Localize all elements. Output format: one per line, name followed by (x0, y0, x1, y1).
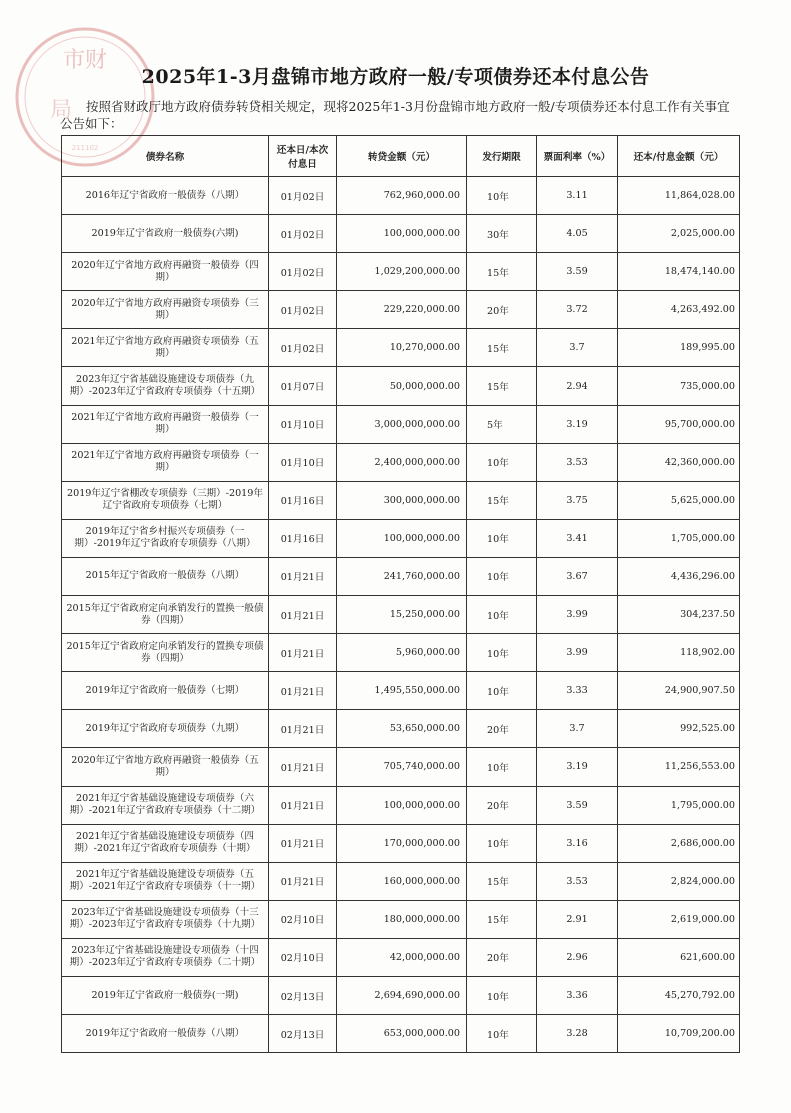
term-cell: 15年 (467, 367, 537, 405)
amount-cell: 3,000,000,000.00 (337, 405, 467, 443)
date-cell: 01月21日 (269, 862, 337, 900)
amount-cell: 180,000,000.00 (337, 900, 467, 938)
bond-name-cell: 2015年辽宁省政府定向承销发行的置换专项债券（四期） (62, 634, 269, 672)
table-row (62, 938, 740, 976)
date-cell: 01月02日 (269, 253, 337, 291)
payment-cell: 2,619,000.00 (618, 900, 740, 938)
svg-text:211102: 211102 (71, 144, 99, 152)
term-cell: 10年 (467, 519, 537, 557)
payment-cell: 1,705,000.00 (618, 519, 740, 557)
table-row (62, 177, 740, 215)
table-row (62, 291, 740, 329)
bond-name-cell: 2020年辽宁省地方政府再融资一般债券（四期） (62, 253, 269, 291)
intro-paragraph: 按照省财政厅地方政府债券转贷相关规定，现将2025年1-3月份盘锦市地方政府一般/专项债券还本付息工作有关事宜公告如下： (60, 99, 730, 131)
bond-name-cell: 2019年辽宁省政府一般债券（七期） (62, 672, 269, 710)
term-cell: 20年 (467, 291, 537, 329)
payment-cell: 45,270,792.00 (618, 976, 740, 1014)
amount-cell: 229,220,000.00 (337, 291, 467, 329)
date-cell: 01月16日 (269, 481, 337, 519)
table-row (62, 215, 740, 253)
table-row (62, 786, 740, 824)
term-cell: 10年 (467, 634, 537, 672)
table-row (62, 748, 740, 786)
amount-cell: 5,960,000.00 (337, 634, 467, 672)
date-cell: 01月21日 (269, 596, 337, 634)
header-payment: 还本/付息金额（元） (618, 136, 740, 177)
rate-cell: 3.16 (537, 824, 618, 862)
header-amount: 转贷金额（元） (337, 136, 467, 177)
amount-cell: 10,270,000.00 (337, 329, 467, 367)
table-row (62, 481, 740, 519)
rate-cell: 3.36 (537, 976, 618, 1014)
amount-cell: 100,000,000.00 (337, 519, 467, 557)
rate-cell: 3.99 (537, 634, 618, 672)
table-row (62, 253, 740, 291)
table-row (62, 329, 740, 367)
term-cell: 15年 (467, 329, 537, 367)
bond-name-cell: 2021年辽宁省地方政府再融资专项债券（五期） (62, 329, 269, 367)
amount-cell: 1,495,550,000.00 (337, 672, 467, 710)
payment-cell: 95,700,000.00 (618, 405, 740, 443)
amount-cell: 2,400,000,000.00 (337, 443, 467, 481)
bond-name-cell: 2023年辽宁省基础设施建设专项债券（九期）-2023年辽宁省政府专项债券（十五期） (62, 367, 269, 405)
bond-name-cell: 2020年辽宁省地方政府再融资一般债券（五期） (62, 748, 269, 786)
rate-cell: 3.59 (537, 253, 618, 291)
rate-cell: 3.11 (537, 177, 618, 215)
date-cell: 01月02日 (269, 291, 337, 329)
payment-cell: 10,709,200.00 (618, 1015, 740, 1053)
rate-cell: 3.59 (537, 786, 618, 824)
date-cell: 02月10日 (269, 938, 337, 976)
page-title: 2025年1-3月盘锦市地方政府一般/专项债券还本付息公告 (141, 66, 650, 88)
table-row (62, 900, 740, 938)
bond-name-cell: 2021年辽宁省基础设施建设专项债券（四期）-2021年辽宁省政府专项债券（十期） (62, 824, 269, 862)
term-cell: 10年 (467, 1015, 537, 1053)
rate-cell: 3.7 (537, 329, 618, 367)
amount-cell: 762,960,000.00 (337, 177, 467, 215)
payment-cell: 118,902.00 (618, 634, 740, 672)
table-row (62, 367, 740, 405)
bond-name-cell: 2020年辽宁省地方政府再融资专项债券（三期） (62, 291, 269, 329)
term-cell: 10年 (467, 443, 537, 481)
term-cell: 10年 (467, 177, 537, 215)
payment-cell: 189,995.00 (618, 329, 740, 367)
rate-cell: 3.53 (537, 862, 618, 900)
term-cell: 30年 (467, 215, 537, 253)
table-row (62, 672, 740, 710)
table-row (62, 976, 740, 1014)
term-cell: 10年 (467, 976, 537, 1014)
bond-name-cell: 2023年辽宁省基础设施建设专项债券（十三期）-2023年辽宁省政府专项债券（十九期） (62, 900, 269, 938)
amount-cell: 2,694,690,000.00 (337, 976, 467, 1014)
rate-cell: 3.41 (537, 519, 618, 557)
amount-cell: 653,000,000.00 (337, 1015, 467, 1053)
rate-cell: 3.19 (537, 405, 618, 443)
payment-cell: 735,000.00 (618, 367, 740, 405)
amount-cell: 1,029,200,000.00 (337, 253, 467, 291)
table-row (62, 405, 740, 443)
date-cell: 01月21日 (269, 824, 337, 862)
amount-cell: 300,000,000.00 (337, 481, 467, 519)
date-cell: 01月21日 (269, 557, 337, 595)
payment-cell: 2,686,000.00 (618, 824, 740, 862)
amount-cell: 100,000,000.00 (337, 786, 467, 824)
header-bond-name: 债券名称 (62, 136, 269, 177)
bond-name-cell: 2019年辽宁省政府一般债券(一期) (62, 976, 269, 1014)
date-cell: 02月10日 (269, 900, 337, 938)
payment-cell: 2,824,000.00 (618, 862, 740, 900)
header-date: 还本日/本次付息日 (269, 136, 337, 177)
table-row (62, 824, 740, 862)
table-row (62, 519, 740, 557)
date-cell: 01月21日 (269, 786, 337, 824)
amount-cell: 160,000,000.00 (337, 862, 467, 900)
term-cell: 10年 (467, 824, 537, 862)
rate-cell: 4.05 (537, 215, 618, 253)
amount-cell: 42,000,000.00 (337, 938, 467, 976)
bond-name-cell: 2019年辽宁省棚改专项债券（三期）-2019年辽宁省政府专项债券（七期） (62, 481, 269, 519)
payment-cell: 18,474,140.00 (618, 253, 740, 291)
term-cell: 10年 (467, 557, 537, 595)
header-rate: 票面利率（%） (537, 136, 618, 177)
amount-cell: 53,650,000.00 (337, 710, 467, 748)
table-row (62, 1015, 740, 1053)
rate-cell: 2.96 (537, 938, 618, 976)
rate-cell: 3.33 (537, 672, 618, 710)
table-row (62, 862, 740, 900)
bond-table (61, 135, 740, 1053)
table-header-row (62, 136, 740, 177)
bond-name-cell: 2019年辽宁省政府一般债券(六期) (62, 215, 269, 253)
bond-name-cell: 2021年辽宁省地方政府再融资一般债券（一期） (62, 405, 269, 443)
date-cell: 01月16日 (269, 519, 337, 557)
date-cell: 01月02日 (269, 177, 337, 215)
table-row (62, 596, 740, 634)
bond-name-cell: 2021年辽宁省基础设施建设专项债券（五期）-2021年辽宁省政府专项债券（十一期） (62, 862, 269, 900)
date-cell: 01月21日 (269, 710, 337, 748)
date-cell: 01月10日 (269, 405, 337, 443)
rate-cell: 3.75 (537, 481, 618, 519)
bond-name-cell: 2021年辽宁省地方政府再融资专项债券（一期） (62, 443, 269, 481)
date-cell: 01月10日 (269, 443, 337, 481)
payment-cell: 42,360,000.00 (618, 443, 740, 481)
date-cell: 01月21日 (269, 634, 337, 672)
term-cell: 10年 (467, 672, 537, 710)
rate-cell: 3.72 (537, 291, 618, 329)
rate-cell: 3.19 (537, 748, 618, 786)
term-cell: 20年 (467, 710, 537, 748)
payment-cell: 4,436,296.00 (618, 557, 740, 595)
bond-name-cell: 2019年辽宁省乡村振兴专项债券（一期）-2019年辽宁省政府专项债券（八期） (62, 519, 269, 557)
payment-cell: 11,256,553.00 (618, 748, 740, 786)
date-cell: 01月02日 (269, 215, 337, 253)
date-cell: 01月02日 (269, 329, 337, 367)
date-cell: 01月21日 (269, 672, 337, 710)
header-term: 发行期限 (467, 136, 537, 177)
payment-cell: 24,900,907.50 (618, 672, 740, 710)
bond-name-cell: 2015年辽宁省政府一般债券（八期） (62, 557, 269, 595)
amount-cell: 705,740,000.00 (337, 748, 467, 786)
term-cell: 20年 (467, 938, 537, 976)
amount-cell: 241,760,000.00 (337, 557, 467, 595)
term-cell: 5年 (467, 405, 537, 443)
bond-name-cell: 2015年辽宁省政府定向承销发行的置换一般债券（四期） (62, 596, 269, 634)
rate-cell: 3.99 (537, 596, 618, 634)
payment-cell: 11,864,028.00 (618, 177, 740, 215)
table-row (62, 557, 740, 595)
table-row (62, 710, 740, 748)
table-row (62, 634, 740, 672)
amount-cell: 15,250,000.00 (337, 596, 467, 634)
term-cell: 15年 (467, 253, 537, 291)
date-cell: 02月13日 (269, 976, 337, 1014)
payment-cell: 2,025,000.00 (618, 215, 740, 253)
payment-cell: 1,795,000.00 (618, 786, 740, 824)
payment-cell: 621,600.00 (618, 938, 740, 976)
term-cell: 15年 (467, 481, 537, 519)
payment-cell: 5,625,000.00 (618, 481, 740, 519)
amount-cell: 100,000,000.00 (337, 215, 467, 253)
rate-cell: 3.53 (537, 443, 618, 481)
payment-cell: 992,525.00 (618, 710, 740, 748)
svg-text:市财: 市财 (62, 48, 108, 73)
bond-name-cell: 2021年辽宁省基础设施建设专项债券（六期）-2021年辽宁省政府专项债券（十二期） (62, 786, 269, 824)
svg-text:局: 局 (50, 98, 73, 123)
rate-cell: 2.91 (537, 900, 618, 938)
bond-name-cell: 2019年辽宁省政府一般债券（八期） (62, 1015, 269, 1053)
payment-cell: 4,263,492.00 (618, 291, 740, 329)
date-cell: 01月21日 (269, 748, 337, 786)
payment-cell: 304,237.50 (618, 596, 740, 634)
bond-name-cell: 2016年辽宁省政府一般债券（八期） (62, 177, 269, 215)
rate-cell: 2.94 (537, 367, 618, 405)
term-cell: 10年 (467, 748, 537, 786)
rate-cell: 3.7 (537, 710, 618, 748)
term-cell: 15年 (467, 900, 537, 938)
term-cell: 10年 (467, 596, 537, 634)
amount-cell: 50,000,000.00 (337, 367, 467, 405)
date-cell: 02月13日 (269, 1015, 337, 1053)
term-cell: 15年 (467, 862, 537, 900)
bond-name-cell: 2019年辽宁省政府专项债券（九期） (62, 710, 269, 748)
date-cell: 01月07日 (269, 367, 337, 405)
table-row (62, 443, 740, 481)
bond-name-cell: 2023年辽宁省基础设施建设专项债券（十四期）-2023年辽宁省政府专项债券（二十期） (62, 938, 269, 976)
rate-cell: 3.67 (537, 557, 618, 595)
amount-cell: 170,000,000.00 (337, 824, 467, 862)
term-cell: 20年 (467, 786, 537, 824)
rate-cell: 3.28 (537, 1015, 618, 1053)
